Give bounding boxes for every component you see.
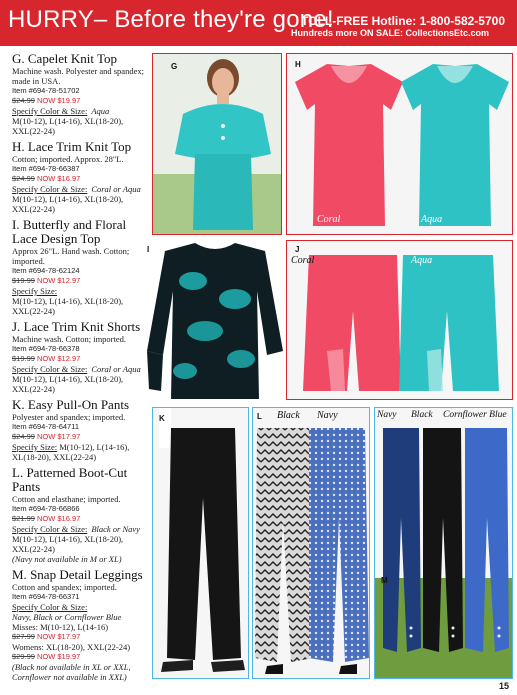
website-text[interactable]: Hundreds more ON SALE: CollectionsEtc.com (290, 28, 489, 38)
availability-note: (Navy not available in M or XL) (12, 554, 122, 564)
sizes: M(10-12), L(14-16), XL(18-20), XXL(22-24) (12, 534, 124, 554)
header-banner (0, 0, 517, 46)
item-m (12, 568, 146, 682)
photo-i[interactable] (144, 240, 284, 400)
price: $21.99 NOW $16.97 (12, 514, 81, 523)
panel-label: K (159, 414, 165, 423)
item-number: Item #694-78-66371 (12, 592, 80, 601)
shorts-illustration (287, 241, 513, 400)
panel-label: H (295, 60, 301, 69)
color-options: Navy, Black or Cornflower Blue (12, 612, 122, 622)
item-title: I. Butterfly and Floral Lace Design Top (12, 217, 127, 246)
item-title: G. Capelet Knit Top (12, 51, 118, 66)
item-number: Item #694-78-66866 (12, 504, 80, 513)
panel-label: I (147, 245, 150, 254)
item-title: J. Lace Trim Knit Shorts (12, 319, 141, 334)
color-label-navy: Navy (317, 410, 338, 421)
color-label-black: Black (411, 410, 433, 420)
color-label-black: Black (277, 410, 300, 421)
photo-j[interactable] (286, 240, 513, 400)
item-description: Cotton and elasthane; imported. (12, 494, 121, 504)
spec: Specify Size: (12, 286, 58, 296)
headline: HURRY– Before they're gone! (8, 6, 334, 33)
lace-tops-illustration (287, 54, 513, 235)
item-k (12, 398, 146, 462)
item-number: Item #694-78-66378 (12, 344, 80, 353)
spec: Specify Color & Size: (12, 602, 88, 612)
sizes: M(10-12), L(14-16), XL(18-20), XXL(22-24) (12, 374, 124, 394)
item-description: Polyester and spandex; imported. (12, 412, 126, 422)
sizes: M(10-12), L(14-16), XL(18-20), XXL(22-24) (12, 194, 124, 214)
butterfly-top-illustration (145, 241, 284, 400)
item-title: L. Patterned Boot-Cut Pants (12, 465, 128, 494)
item-h (12, 140, 146, 214)
photo-g[interactable] (152, 53, 282, 235)
item-i (12, 218, 146, 316)
sizes: M(10-12), L(14-16), XL(18-20), XXL(22-24) (12, 116, 124, 136)
color-label-cornflower: Cornflower Blue (443, 410, 507, 420)
item-number: Item #694-78-66387 (12, 164, 80, 173)
pull-on-pants-illustration (153, 408, 249, 679)
spec: Specify Color & Size: Coral or Aqua (12, 364, 141, 374)
product-descriptions (12, 52, 146, 686)
item-description: Machine wash. Polyester and spandex; made in USA. (12, 66, 144, 86)
item-description: Cotton and spandex; imported. (12, 582, 117, 592)
item-l (12, 466, 146, 564)
price: $19.99 NOW $12.97 (12, 276, 81, 285)
hotline-text[interactable]: TOLL-FREE Hotline: 1-800-582-5700 (301, 14, 505, 28)
price: $24.99 NOW $16.97 (12, 174, 81, 183)
spec: Specify Size: M(10-12), L(14-16), XL(18-20), XXL(22-24) (12, 442, 130, 462)
photo-h[interactable] (286, 53, 513, 235)
item-j (12, 320, 146, 394)
price: $19.99 NOW $12.97 (12, 354, 81, 363)
panel-label: J (295, 245, 300, 254)
color-label-aqua: Aqua (421, 214, 443, 225)
color-label-coral: Coral (291, 255, 315, 266)
item-number: Item #694-78-51702 (12, 86, 80, 95)
color-label-navy: Navy (377, 410, 397, 420)
spec: Specify Color & Size: Coral or Aqua (12, 184, 141, 194)
leggings-illustration (375, 408, 513, 679)
item-description: Machine wash. Cotton; imported. (12, 334, 127, 344)
availability-note: (Black not available in XL or XXL, Cornflower not available in XXL) (12, 662, 131, 682)
photo-k[interactable] (152, 407, 249, 679)
capelet-top-illustration (153, 54, 282, 235)
misses-sizes: Misses: M(10-12), L(14-16) (12, 622, 109, 632)
color-label-aqua: Aqua (411, 255, 433, 266)
price: $27.99 NOW $17.97 (12, 632, 81, 641)
boot-cut-pants-illustration (253, 408, 370, 679)
item-title: M. Snap Detail Leggings (12, 567, 143, 582)
panel-label: G (171, 62, 178, 71)
price: $24.99 NOW $19.97 (12, 96, 81, 105)
item-description: Cotton; imported. Approx. 28"L. (12, 154, 124, 164)
panel-label: L (257, 412, 262, 421)
item-g (12, 52, 146, 136)
item-title: K. Easy Pull-On Pants (12, 397, 130, 412)
sizes: M(10-12), L(14-16), XL(18-20), XXL(22-24) (12, 296, 124, 316)
photo-m[interactable] (374, 407, 513, 679)
spec: Specify Color & Size: Black or Navy (12, 524, 140, 534)
item-title: H. Lace Trim Knit Top (12, 139, 132, 154)
page-number: 15 (498, 681, 509, 691)
panel-label: M (381, 576, 388, 585)
womens-sizes: Womens: XL(18-20), XXL(22-24) (12, 642, 131, 652)
price: $24.99 NOW $17.97 (12, 432, 81, 441)
price-womens: $29.99 NOW $19.97 (12, 652, 81, 661)
color-label-coral: Coral (317, 214, 341, 225)
item-number: Item #694-78-62124 (12, 266, 80, 275)
item-number: Item #694-78-64711 (12, 422, 79, 431)
item-description: Approx 26"L. Hand wash. Cotton; imported. (12, 246, 130, 266)
photo-l[interactable] (252, 407, 370, 679)
spec: Specify Color & Size: Aqua (12, 106, 110, 116)
